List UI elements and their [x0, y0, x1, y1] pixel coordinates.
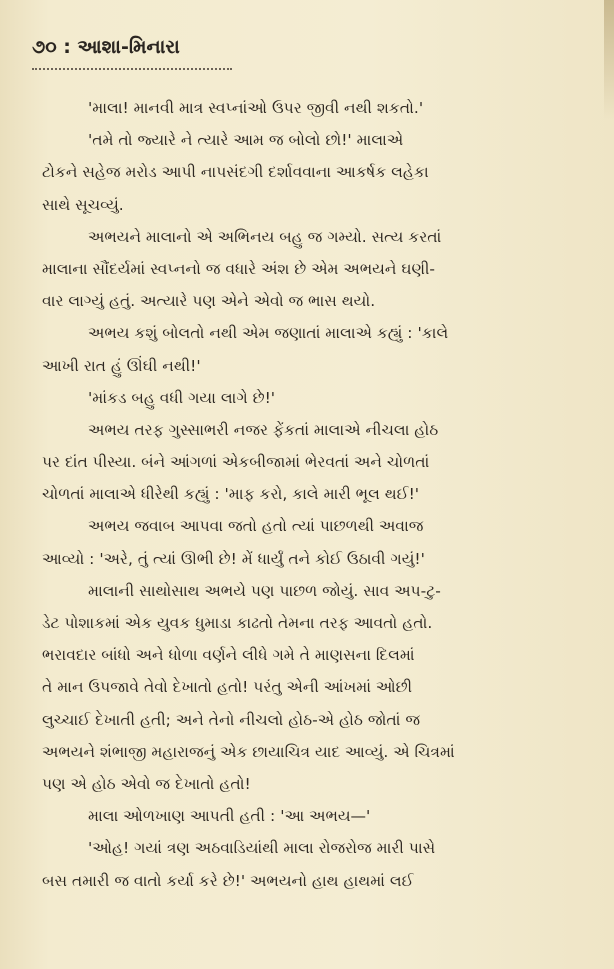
paragraph: [42, 221, 590, 318]
paragraph: [42, 382, 590, 414]
paragraph: [42, 92, 590, 124]
text-line: ટોકને સહેજ મરોડ આપી નાપસંદગી દર્શાવવાના આકર્ષક લહેકા: [42, 163, 429, 182]
text-line: અભય જવાબ આપવા જતો હતો ત્યાં પાછળથી અવાજ: [88, 517, 424, 536]
text-line: અભયને માલાનો એ અભિનય બહુ જ ગમ્યો. સત્ય કરતાં: [88, 227, 442, 246]
text-line: 'તમે તો જ્યારે ને ત્યારે આમ જ બોલો છો!' માલાએ: [88, 131, 404, 150]
paragraph: [42, 414, 590, 511]
text-line: ચોળતાં માલાએ ધીરેથી કહ્યું : 'માફ કરો, કાલે મારી ભૂલ થઈ!': [42, 485, 420, 504]
page-header: [32, 30, 572, 74]
text-line: આખી રાત હું ઊંઘી નથી!': [42, 356, 201, 375]
text-line: અભય કશું બોલતો નથી એમ જણાતાં માલાએ કહ્યું : 'કાલે: [88, 324, 449, 343]
paragraph: [42, 510, 590, 574]
body-text: [42, 92, 590, 897]
page-number-and-title: ૭૦ : આશા-મિનારા: [32, 36, 180, 58]
text-line: પણ એ હોઠ એવો જ દેખાતો હતો!: [42, 774, 251, 793]
paragraph: [42, 124, 590, 221]
text-line: લુચ્ચાઈ દેખાતી હતી; અને તેનો નીચલો હોઠ-એ હોઠ જોતાં જ: [42, 710, 421, 729]
text-line: આવ્યો : 'અરે, તું ત્યાં ઊભી છે! મેં ધાર્યું તને કોઈ ઉઠાવી ગયું!': [42, 549, 425, 568]
text-line: અભય તરફ ગુસ્સાભરી નજર ફેંકતાં માલાએ નીચલા હોઠ: [88, 420, 439, 439]
text-line: સાથે સૂચવ્યું.: [42, 195, 124, 214]
text-line: વાર લાગ્યું હતું. અત્યારે પણ એને એવો જ ભાસ થયો.: [42, 292, 376, 311]
text-line: ડેટ પોશાકમાં એક યુવક ધુમાડા કાઢતો તેમના તરફ આવતો હતો.: [42, 614, 433, 632]
text-line: તે માન ઉપજાવે તેવો દેખાતો હતો! પરંતુ એની આંખમાં ઓછી: [42, 678, 413, 697]
paragraph: [42, 317, 590, 381]
text-line: 'ઓહ! ગયાં ત્રણ અઠવાડિયાંથી માલા રોજરોજ મારી પાસે: [88, 839, 436, 858]
text-line: 'માંકડ બહુ વધી ગયા લાગે છે!': [88, 388, 276, 407]
paragraph: [42, 800, 590, 832]
text-line: પર દાંત પીસ્યા. બંને આંગળાં એકબીજામાં ભેરવતાં અને ચોળતાં: [42, 453, 430, 472]
text-line: અભયને શંભાજી મહારાજનું એક છાયાચિત્ર યાદ આવ્યું. એ ચિત્રમાં: [42, 742, 455, 761]
paragraph: [42, 832, 590, 896]
text-line: ભરાવદાર બાંધો અને ધોળા વર્ણને લીધે ગમે તે માણસના દિલમાં: [42, 646, 415, 665]
paragraph: [42, 575, 590, 800]
text-line: માલાના સૌંદર્યમાં સ્વપ્નનો જ વધારે અંશ છે એમ અભયને ઘણી-: [42, 259, 436, 278]
text-line: બસ તમારી જ વાતો કર્યા કરે છે!' અભયનો હાથ હાથમાં લઈ: [42, 871, 414, 890]
page-edge-shadow: [604, 0, 614, 120]
text-line: માલાની સાથોસાથ અભયે પણ પાછળ જોયું. સાવ અપ-ટુ-: [88, 581, 441, 600]
text-line: 'માલા! માનવી માત્ર સ્વપ્નાંઓ ઉપર જીવી નથી શકતો.': [88, 99, 424, 117]
header-dotted-rule: [32, 68, 232, 70]
text-line: માલા ઓળખાણ આપતી હતી : 'આ અભય—': [88, 807, 371, 826]
